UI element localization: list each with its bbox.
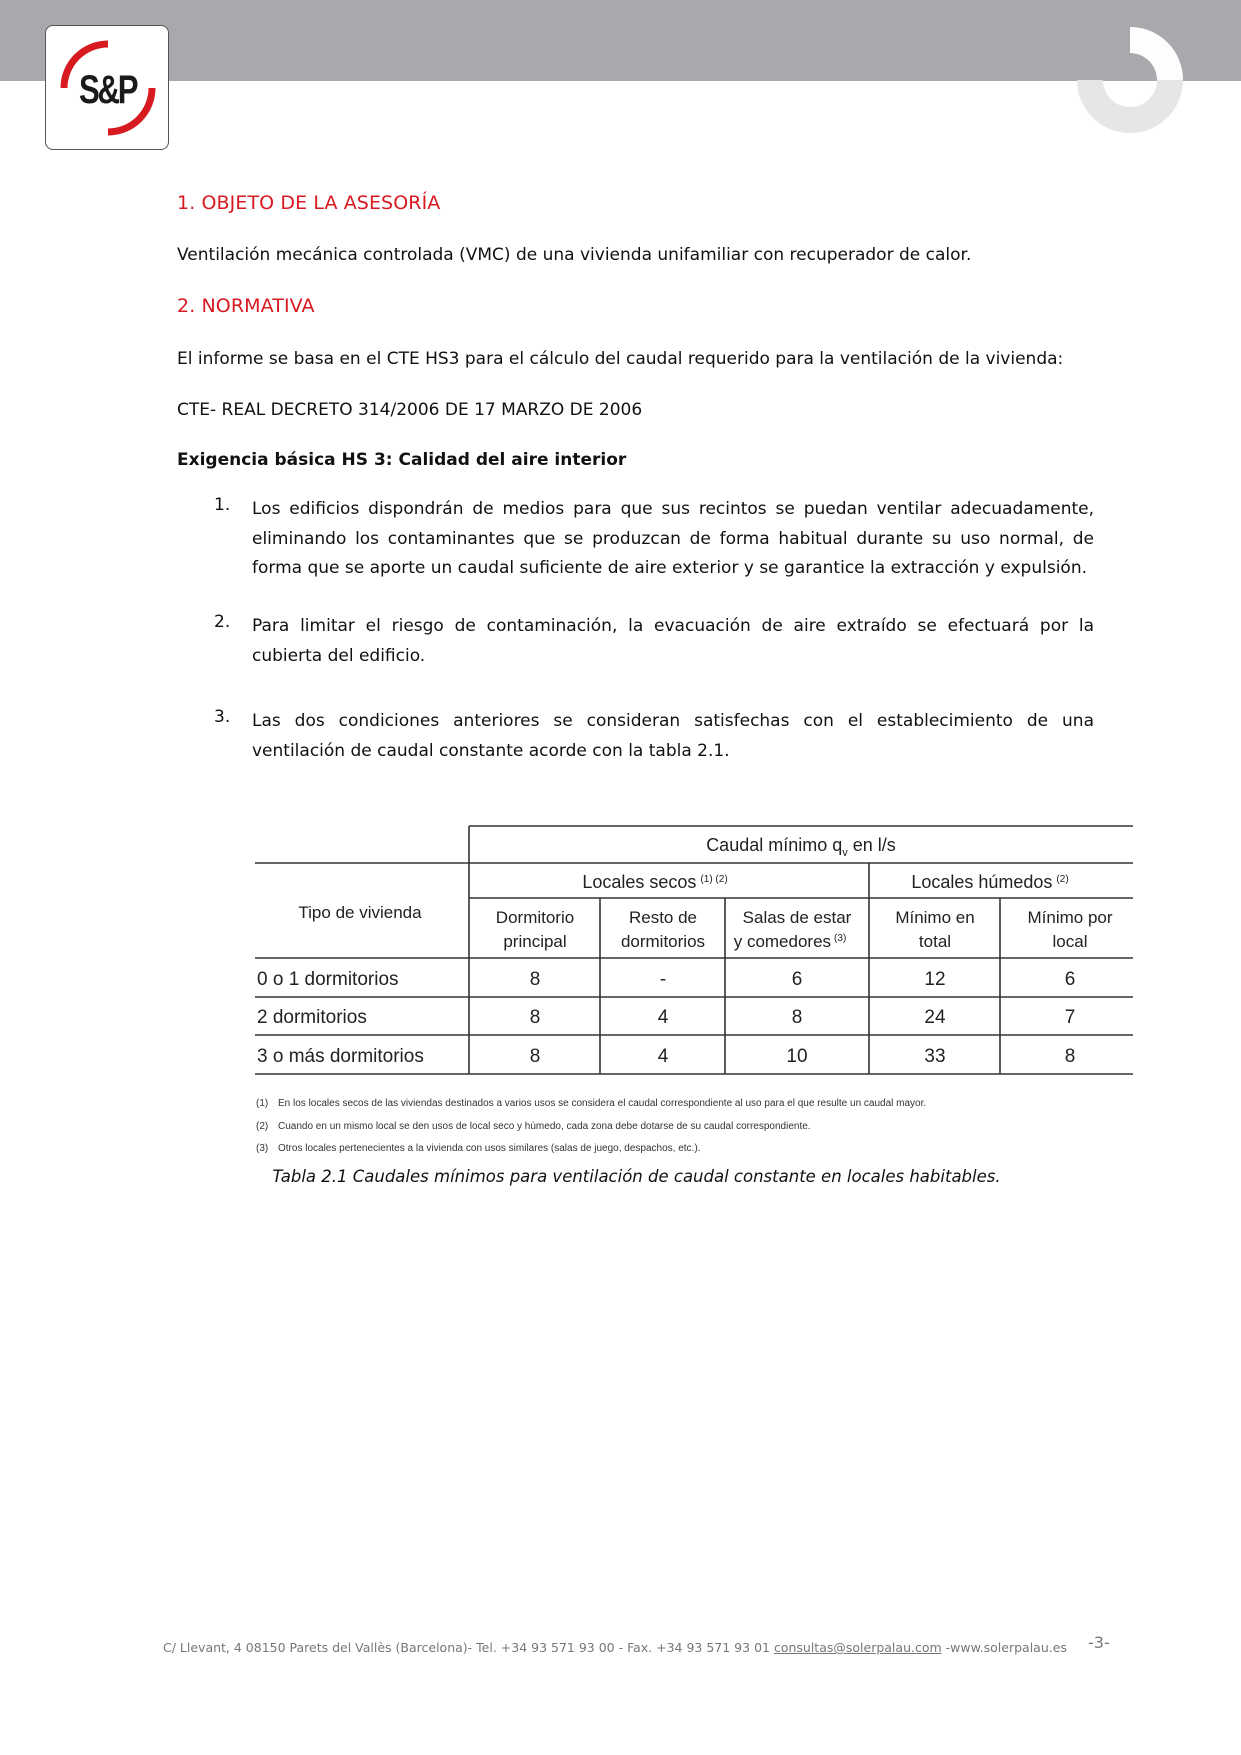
column-header: total (918, 932, 952, 951)
column-header: Mínimo en (895, 908, 975, 927)
svg-text:S&P: S&P (79, 67, 137, 112)
table-cell: 12 (924, 969, 946, 990)
footer-contact (163, 1640, 1067, 1655)
group-header-secos: Locales secos $^{(1) (2)}$ (582, 872, 728, 892)
row-header: Tipo de vivienda (298, 903, 422, 922)
column-header: local (1052, 932, 1088, 951)
column-header: y comedores $^{(3)}$ (733, 932, 847, 951)
column-header: Resto de (628, 908, 698, 927)
table-footnote: (2) Cuando en un mismo local se den usos de local seco y húmedo, cada zona debe dotarse de su caudal correspondiente. (256, 1121, 811, 1132)
table-cell: 8 (1064, 1046, 1076, 1067)
list-text: Los edificios dispondrán de medios para que sus recintos se puedan ventilar adecuadamente, eliminando los contaminantes que se produzcan de forma habitual durante su uso normal, de forma que se aporte un caudal suficiente de aire exterior y se garantice la extracción y expulsión. (252, 499, 1094, 578)
table-cell: 8 (791, 1007, 803, 1028)
column-header: Mínimo por (1027, 908, 1113, 927)
company-logo (45, 25, 169, 150)
list-number: 3. (214, 707, 231, 727)
table-cell: 7 (1064, 1007, 1076, 1028)
table-footnote: (1) En los locales secos de las viviendas destinados a varios usos se considera el caudal correspondiente al uso para el que resulte un caudal mayor. (256, 1098, 927, 1109)
list-number: 2. (214, 612, 231, 632)
table-row-label: 0 o 1 dormitorios (257, 969, 399, 990)
footer-address: C/ Llevant, 4 08150 Parets del Vallès (Barcelona)- Tel. +34 93 571 93 00 - Fax. +34 93 571 93 01 (163, 1640, 774, 1655)
table-cell: 10 (786, 1046, 808, 1067)
table-row-label: 2 dormitorios (257, 1007, 367, 1028)
table-caption: Tabla 2.1 Caudales mínimos para ventilación de caudal constante en locales habitables. (272, 1167, 1001, 1186)
subheading: Exigencia básica HS 3: Calidad del aire interior (177, 450, 627, 470)
table-cell: 4 (657, 1007, 669, 1028)
column-header: dormitorios (620, 932, 706, 951)
table-cell: 4 (657, 1046, 669, 1067)
table-cell: 8 (529, 969, 541, 990)
header-bar (0, 0, 1241, 81)
paragraph: Ventilación mecánica controlada (VMC) de una vivienda unifamiliar con recuperador de calor. (177, 245, 972, 265)
paragraph: El informe se basa en el CTE HS3 para el cálculo del caudal requerido para la ventilación de la vivienda: (177, 349, 1064, 369)
table-cell: 8 (529, 1046, 541, 1067)
list-number: 1. (214, 495, 231, 515)
table-cell: 24 (924, 1007, 946, 1028)
group-header-humedos: Locales húmedos $^{(2)}$ (911, 872, 1069, 892)
page-number: -3- (1088, 1633, 1110, 1652)
ventilation-table (255, 823, 1135, 1088)
table-footnote: (3) Otros locales pertenecientes a la vivienda con usos similares (salas de juego, despachos, etc.). (256, 1143, 701, 1154)
table-super-header: Caudal mínimo $q_v$ en l/s (706, 835, 896, 859)
list-text: Para limitar el riesgo de contaminación, la evacuación de aire extraído se efectuará por la cubierta del edificio. (252, 616, 1094, 666)
table-cell: 8 (529, 1007, 541, 1028)
table-cell: 33 (924, 1046, 946, 1067)
paragraph: CTE- REAL DECRETO 314/2006 DE 17 MARZO DE 2006 (177, 400, 643, 420)
table-cell: 6 (791, 969, 803, 990)
table-row-label: 3 o más dormitorios (257, 1046, 424, 1067)
column-header: Dormitorio (495, 908, 575, 927)
section-heading: 2. NORMATIVA (177, 295, 315, 317)
corner-decoration-icon (1075, 25, 1185, 135)
footer-email-link[interactable]: consultas@solerpalau.com (773, 1640, 942, 1655)
footer-web: -www.solerpalau.es (941, 1640, 1067, 1655)
table-cell: 6 (1064, 969, 1076, 990)
table-cell: - (659, 969, 667, 990)
section-heading: 1. OBJETO DE LA ASESORÍA (177, 192, 441, 214)
column-header: principal (503, 932, 567, 951)
column-header: Salas de estar (742, 908, 852, 927)
list-text: Las dos condiciones anteriores se consideran satisfechas con el establecimiento de una ventilación de caudal constante acorde con la tabla 2.1. (252, 711, 1094, 761)
